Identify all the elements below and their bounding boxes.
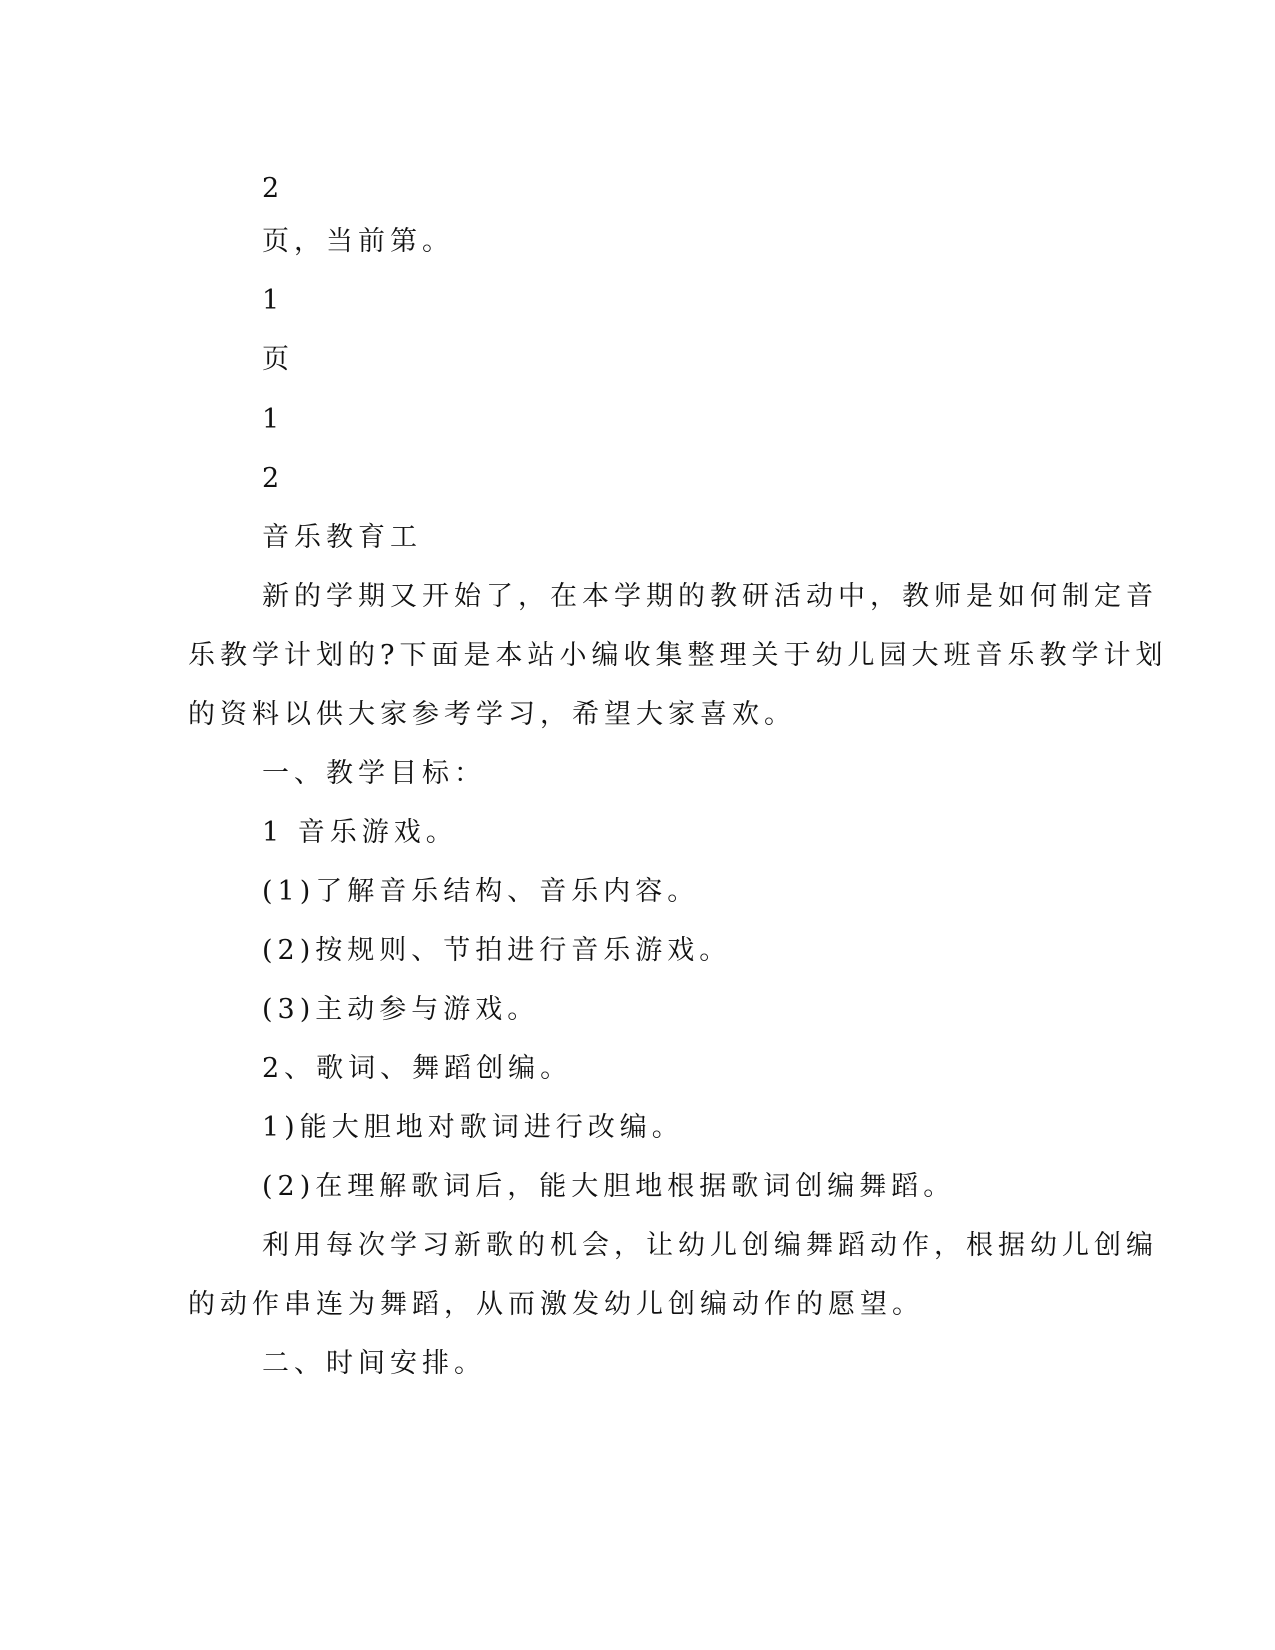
heading-schedule: 二、时间安排。 — [262, 1348, 486, 1379]
page-indicator-text: 页，当前第。 — [262, 226, 454, 257]
intro-paragraph-line-1: 新的学期又开始了，在本学期的教研活动中，教师是如何制定音 — [262, 581, 1158, 612]
dance-paragraph-line-2: 的动作串连为舞蹈，从而激发幼儿创编动作的愿望。 — [188, 1289, 924, 1320]
intro-paragraph-line-2: 乐教学计划的?下面是本站小编收集整理关于幼儿园大班音乐教学计划 — [188, 640, 1168, 671]
lyrics-item-2: (2)在理解歌词后，能大胆地根据歌词创编舞蹈。 — [262, 1171, 956, 1202]
intro-paragraph-line-3: 的资料以供大家参考学习，希望大家喜欢。 — [188, 699, 796, 730]
page-unit-label: 页 — [262, 344, 294, 375]
goal-item-2: (2)按规则、节拍进行音乐游戏。 — [262, 935, 732, 966]
goal-item-3: (3)主动参与游戏。 — [262, 994, 540, 1025]
section-heading: 音乐教育工 — [262, 522, 422, 553]
page-count-number: 2 — [262, 173, 285, 204]
current-page-number: 1 — [262, 285, 285, 316]
dance-paragraph-line-1: 利用每次学习新歌的机会，让幼儿创编舞蹈动作，根据幼儿创编 — [262, 1230, 1158, 1261]
page-link-1: 1 — [262, 404, 285, 435]
goal-lyrics-dance: 2、歌词、舞蹈创编。 — [262, 1053, 573, 1084]
heading-teaching-goals: 一、教学目标： — [262, 758, 486, 789]
goal-music-game: 1 音乐游戏。 — [262, 817, 458, 848]
page-link-2: 2 — [262, 463, 285, 494]
lyrics-item-1: 1)能大胆地对歌词进行改编。 — [262, 1112, 684, 1143]
goal-item-1: (1)了解音乐结构、音乐内容。 — [262, 876, 700, 907]
